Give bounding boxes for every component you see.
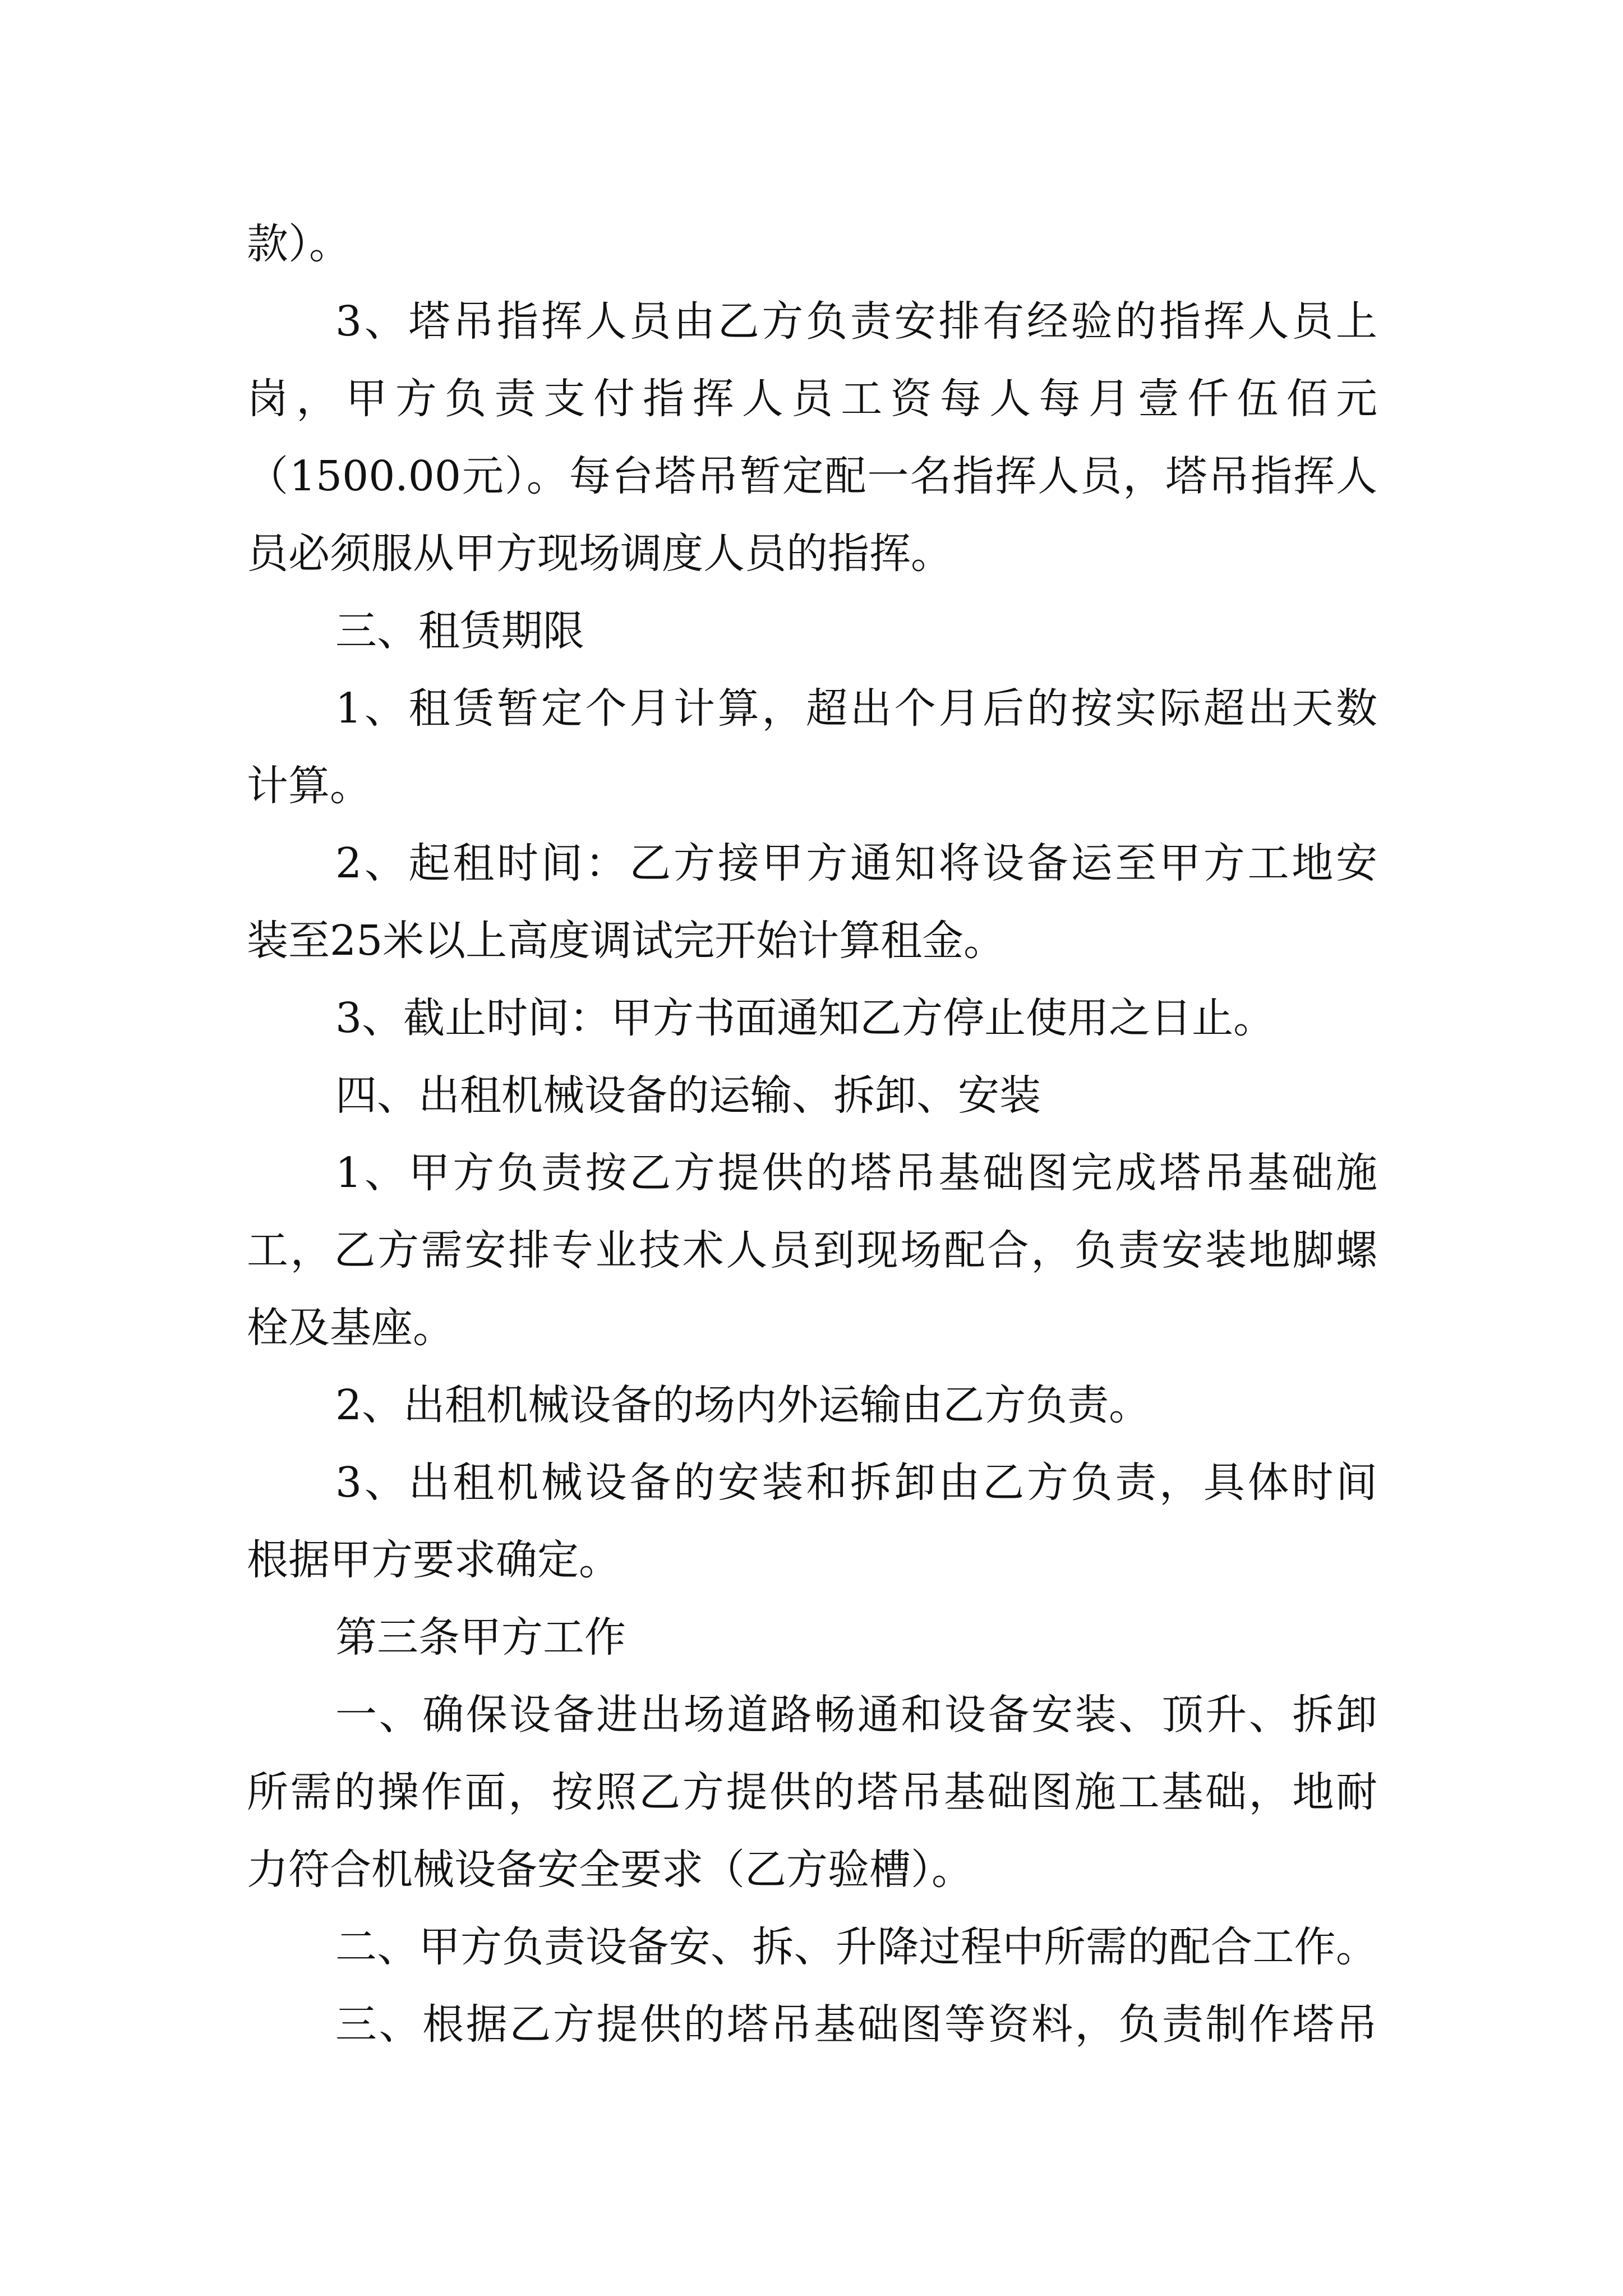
text-line: （1500.00元）。每台塔吊暂定配一名指挥人员，塔吊指挥人 bbox=[247, 452, 1377, 500]
text-line: 员必须服从甲方现场调度人员的指挥。 bbox=[247, 530, 952, 578]
text-line: 2、起租时间：乙方接甲方通知将设备运至甲方工地安 bbox=[335, 839, 1377, 887]
text-line: 1、甲方负责按乙方提供的塔吊基础图完成塔吊基础施 bbox=[335, 1149, 1377, 1197]
text-line: 一、确保设备进出场道路畅通和设备安装、顶升、拆卸 bbox=[335, 1691, 1377, 1739]
text-line: 装至25米以上高度调试完开始计算租金。 bbox=[247, 917, 1006, 965]
section-heading: 第三条甲方工作 bbox=[335, 1613, 626, 1662]
section-heading: 三、租赁期限 bbox=[335, 607, 584, 655]
section-heading: 四、出租机械设备的运输、拆卸、安装 bbox=[335, 1071, 1041, 1120]
text-line: 三、根据乙方提供的塔吊基础图等资料，负责制作塔吊 bbox=[335, 2000, 1377, 2049]
text-line: 3、截止时间：甲方书面通知乙方停止使用之日止。 bbox=[335, 994, 1275, 1042]
text-line: 二、甲方负责设备安、拆、升降过程中所需的配合工作。 bbox=[335, 1923, 1377, 1971]
text-line: 根据甲方要求确定。 bbox=[247, 1536, 620, 1584]
text-line: 1、租赁暂定个月计算，超出个月后的按实际超出天数 bbox=[335, 684, 1377, 733]
text-line: 2、出租机械设备的场内外运输由乙方负责。 bbox=[335, 1381, 1151, 1429]
text-line: 工，乙方需安排专业技术人员到现场配合，负责安装地脚螺 bbox=[247, 1226, 1377, 1274]
text-line: 3、出租机械设备的安装和拆卸由乙方负责，具体时间 bbox=[335, 1458, 1377, 1507]
text-line: 栓及基座。 bbox=[247, 1304, 454, 1352]
text-line: 所需的操作面，按照乙方提供的塔吊基础图施工基础，地耐 bbox=[247, 1768, 1377, 1816]
text-line: 力符合机械设备安全要求（乙方验槽）。 bbox=[247, 1846, 973, 1894]
text-line: 计算。 bbox=[247, 762, 371, 810]
text-line: 岗，甲方负责支付指挥人员工资每人每月壹仟伍佰元 bbox=[247, 375, 1377, 423]
text-line: 款）。 bbox=[247, 220, 351, 268]
text-line: 3、塔吊指挥人员由乙方负责安排有经验的指挥人员上 bbox=[335, 297, 1377, 346]
